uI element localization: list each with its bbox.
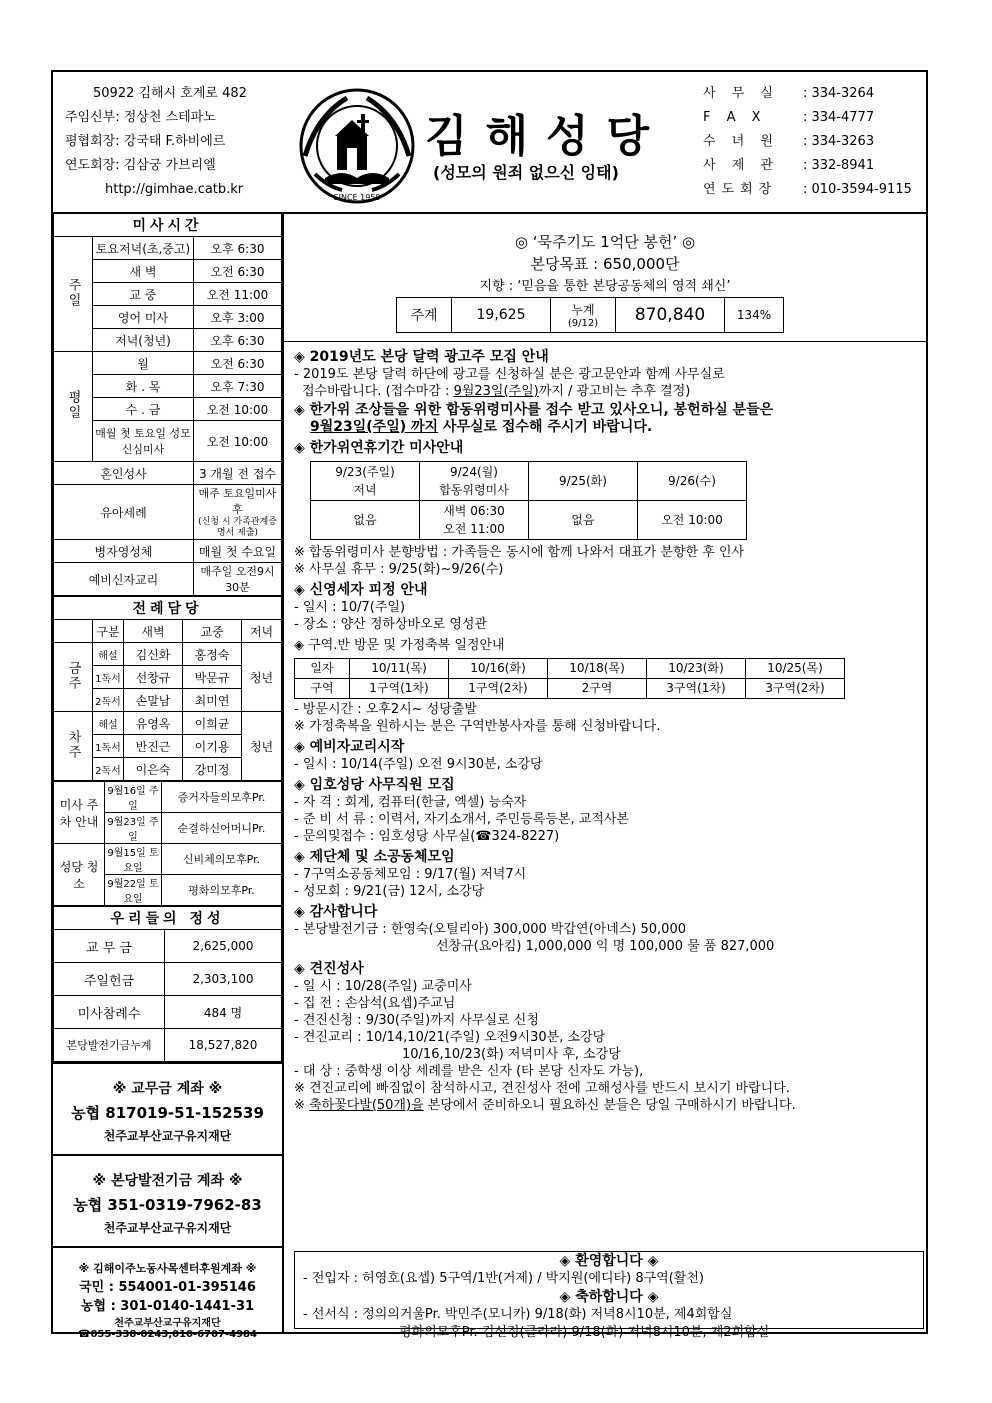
left-column — [53, 213, 284, 1340]
offering-value: 18,527,820 — [165, 1029, 282, 1062]
role: 해설 — [93, 643, 124, 666]
account-title: ※ 교무금 계좌 ※ — [112, 1081, 223, 1097]
header-info — [65, 82, 247, 202]
duty-group: 평화의모후Pr. — [162, 875, 282, 906]
holiday-note: ※ 사무실 휴무 : 9/25(화)~9/26(수) — [294, 562, 504, 577]
retreat-line: - 장소 : 양산 정하상바오로 영성관 — [294, 617, 487, 632]
holiday-note: ※ 합동위령미사 분향방법 : 가족들은 동시에 함께 나와서 대표가 분향한 후 인사 — [294, 545, 745, 560]
chuseok-notice: ◈ 한가위 조상들을 위한 합동위령미사를 접수 받고 있사오니, 봉헌하실 분들은 — [294, 402, 774, 418]
mass-name: 영어 미사 — [93, 306, 194, 329]
ad-line: 접수바랍니다. (접수마감 : 9월23일(주일)까지 / 광고비는 추후 결정) — [302, 384, 691, 399]
holiday-day: 9/26(수) — [638, 462, 747, 501]
confirmation-line: - 집 전 : 손삼석(요셉)주교님 — [294, 996, 456, 1011]
job-line: - 준 비 서 류 : 이력서, 자기소개서, 주민등록등본, 교적사본 — [294, 812, 629, 827]
chuseok-notice: 9월23일(주일) 까지 사무실로 접수해 주시기 바랍니다. — [310, 419, 653, 435]
col-header: 구분 — [93, 620, 124, 643]
confirmation-line: - 일 시 : 10/28(주일) 교중미사 — [294, 979, 472, 994]
right-column — [284, 213, 926, 1340]
header — [53, 72, 926, 214]
duty-date: 9월23일 주일 — [105, 813, 162, 844]
confirmation-line: - 견진교리 : 10/14,10/21(주일) 오전9시30분, 소강당 — [294, 1030, 606, 1045]
mass-times-heading: 미사시간 — [54, 214, 282, 237]
role: 해설 — [93, 712, 124, 735]
groups-line: - 7구역소공동체모임 : 9/17(월) 저녁7시 — [294, 867, 527, 882]
worker-center-box — [53, 1246, 282, 1346]
welcome-title: ◈ 환영합니다 ◈ — [559, 1253, 659, 1269]
visit-cell: 1구역(2차) — [449, 679, 548, 699]
parish-title: 김해성당 — [425, 111, 668, 162]
main-reader: 이희균 — [183, 712, 242, 735]
job-line: - 자 격 : 회계, 컴퓨터(한글, 엑셀) 능숙자 — [294, 795, 527, 810]
duty-date: 9월15일 토요일 — [105, 844, 162, 875]
retreat-line: - 일시 : 10/7(주일) — [294, 600, 406, 615]
dawn-reader: 선창규 — [124, 666, 183, 689]
week-label: 주계 — [397, 298, 452, 333]
worker-center-title: ※ 김해이주노동사목센터후원계좌 ※ — [78, 1262, 257, 1275]
mass-name: 저녁(청년) — [93, 329, 194, 352]
col-header: 새벽 — [124, 620, 183, 643]
weekday-label: 평일 — [54, 352, 93, 462]
next-week-label: 차주 — [54, 712, 93, 781]
contact-office: 사 무 실 : 334-3264 — [703, 86, 875, 101]
notices — [294, 349, 845, 1114]
role: 2독서 — [93, 689, 124, 712]
main-reader: 박문규 — [183, 666, 242, 689]
council-president: 평협회장: 강국태 F.하비에르 — [65, 134, 226, 149]
visit-title: ◈ 구역.반 방문 및 가정축복 일정안내 — [294, 638, 505, 653]
confirmation-line: 10/16,10/23(화) 저녁미사 후, 소강당 — [402, 1047, 621, 1062]
contact-fax: F A X : 334-4777 — [703, 110, 875, 125]
offering-value: 484 명 — [165, 996, 282, 1029]
baptism-note: (신청 시 가족관계증명서 제출) — [198, 517, 277, 538]
mass-name: 새 벽 — [93, 260, 194, 283]
retreat-title: ◈ 신영세자 피정 안내 — [294, 582, 428, 598]
dawn-reader: 김신화 — [124, 643, 183, 666]
visit-table — [294, 658, 845, 699]
duty-group: 순결하신어머니Pr. — [162, 813, 282, 844]
offerings-heading: 우리들의 정성 — [54, 907, 282, 930]
mass-time: 오전 10:00 — [194, 421, 282, 462]
holiday-table — [310, 461, 747, 540]
cleaning-label: 성당 청소 — [54, 844, 105, 906]
visit-head: 10/18(목) — [548, 659, 647, 679]
welcome-box — [294, 1251, 924, 1340]
holiday-mass: 없음 — [311, 501, 420, 540]
parish-seal-logo — [297, 86, 417, 206]
groups-title: ◈ 제단체 및 소공동체모임 — [294, 849, 455, 865]
visit-cell: 3구역(2차) — [746, 679, 845, 699]
job-line: - 문의및접수 : 임호성당 사무실(☎324-8227) — [294, 829, 560, 844]
mass-name: 교 중 — [93, 283, 194, 306]
holiday-title: ◈ 한가위연휴기간 미사안내 — [294, 440, 464, 456]
catechism-title: ◈ 예비자교리시작 — [294, 739, 405, 755]
rosary-title: ◎ ‘묵주기도 1억단 봉헌’ ◎ — [514, 233, 696, 251]
contact-yeondo: 연도회장 : 010-3594-9115 — [703, 182, 912, 197]
mass-name: 월 — [93, 352, 194, 375]
role: 1독서 — [93, 735, 124, 758]
dawn-reader: 반진근 — [124, 735, 183, 758]
sacrament-name: 유아세례 — [54, 485, 194, 540]
worker-center-phone: ☎055-338-0243,010-6707-4984 — [78, 1329, 257, 1340]
confirmation-line: - 대 상 : 중학생 이상 세례를 받은 신자 (타 본당 신자도 가능), — [294, 1064, 644, 1079]
week-value: 19,625 — [452, 298, 551, 333]
seal-since-text: SINCE 1959 — [333, 193, 381, 202]
sacrament-value: 매주일 오전9시30분 — [194, 563, 282, 596]
confirmation-title: ◈ 견진성사 — [294, 961, 364, 977]
address: 50922 김해시 호계로 482 — [93, 86, 247, 101]
duty-group: 신비체의모후Pr. — [162, 844, 282, 875]
contact-rectory: 사 제 관 : 332-8941 — [703, 158, 875, 173]
thanks-line: - 본당발전기금 : 한영숙(오틸리아) 300,000 박갑연(아네스) 50,000 — [294, 922, 686, 937]
visit-head: 10/23(화) — [647, 659, 746, 679]
total-label: 누계 (9/12) — [551, 298, 616, 333]
dawn-reader: 유영옥 — [124, 712, 183, 735]
sacrament-value: 매월 첫 수요일 — [194, 540, 282, 563]
offering-value: 2,625,000 — [165, 930, 282, 963]
offering-name: 교 무 금 — [54, 930, 165, 963]
worker-center-account-2: 농협 : 301-0140-1441-31 — [80, 1299, 255, 1314]
holiday-day: 9/23(주일) 저녁 — [311, 462, 420, 501]
liturgy-table — [53, 596, 282, 781]
evening-reader: 청년 — [242, 643, 282, 712]
website-url[interactable]: http://gimhae.catb.kr — [105, 182, 244, 197]
congrats-line: - 선서식 : 정의의거울Pr. 박민주(모니카) 9/18(화) 저녁8시10분, 제4회합실 — [303, 1307, 733, 1322]
mass-name: 수 . 금 — [93, 398, 194, 421]
confirmation-note: ※ 축하꽃다발(50개)을 본당에서 준비하오니 필요하신 분들은 당일 구매하시기 바랍니다. — [294, 1098, 796, 1113]
account-owner: 천주교부산교구유지재단 — [103, 1221, 232, 1235]
account-title: ※ 본당발전기금 계좌 ※ — [92, 1173, 243, 1189]
duty-date: 9월22일 토요일 — [105, 875, 162, 906]
mass-name: 매월 첫 토요일 성모신심미사 — [93, 421, 194, 462]
sacrament-name: 혼인성사 — [54, 462, 194, 485]
visit-head: 10/25(목) — [746, 659, 845, 679]
rosary-percent: 134% — [725, 298, 784, 333]
sacrament-name: 병자영성체 — [54, 540, 194, 563]
duty-table — [53, 781, 282, 906]
duty-group: 증거자들의모후Pr. — [162, 782, 282, 813]
visit-cell: 3구역(1차) — [647, 679, 746, 699]
visit-head: 10/16(화) — [449, 659, 548, 679]
confirmation-line: - 견진신청 : 9/30(주일)까지 사무실로 신청 — [294, 1013, 539, 1028]
col-header: 교중 — [183, 620, 242, 643]
total-value: 870,840 — [616, 298, 725, 333]
mass-time: 오후 6:30 — [194, 329, 282, 352]
visit-note: ※ 가정축복을 원하시는 분은 구역반봉사자를 통해 신청바랍니다. — [294, 719, 661, 734]
main-reader: 이기용 — [183, 735, 242, 758]
ad-title: ◈ 2019년도 본당 달력 광고주 모집 안내 — [294, 349, 549, 365]
thanks-title: ◈ 감사합니다 — [294, 904, 378, 920]
contact-list — [703, 82, 912, 202]
visit-cell: 1구역(1차) — [350, 679, 449, 699]
development-account-box — [53, 1154, 282, 1246]
visit-cell: 구역 — [295, 679, 350, 699]
ad-line: - 2019도 본당 달력 하단에 광고를 신청하실 분은 광고문안과 함께 사무실로 — [294, 367, 725, 382]
offering-value: 2,303,100 — [165, 963, 282, 996]
parish-subtitle: (성모의 원죄 없으신 잉태) — [433, 163, 619, 182]
mass-name: 화 . 목 — [93, 375, 194, 398]
offering-name: 주일헌금 — [54, 963, 165, 996]
congrats-line: 평화의모후Pr. 김선정(클라라) 9/18(화) 저녁8시10분, 제2회합실 — [399, 1325, 770, 1340]
main-reader: 강미정 — [183, 758, 242, 781]
mass-time: 오전 6:30 — [194, 260, 282, 283]
mass-times-table — [53, 213, 282, 596]
job-title: ◈ 임호성당 사무직원 모집 — [294, 777, 455, 793]
sacrament-name: 예비신자교리 — [54, 563, 194, 596]
worker-center-account-1: 국민 : 554001-01-395146 — [79, 1280, 256, 1295]
account-owner: 천주교부산교구유지재단 — [103, 1129, 232, 1143]
visit-cell: 2구역 — [548, 679, 647, 699]
holiday-day: 9/24(월) 합동위령미사 — [420, 462, 529, 501]
congrats-title: ◈ 축하합니다 ◈ — [559, 1289, 659, 1305]
groups-line: - 성모회 : 9/21(금) 12시, 소강당 — [294, 884, 485, 899]
tithe-account-box — [53, 1062, 282, 1154]
confirmation-note: ※ 견진교리에 빠짐없이 참석하시고, 견진성사 전에 고해성사를 반드시 보시기 바랍니다. — [294, 1081, 790, 1096]
main-reader: 최미연 — [183, 689, 242, 712]
holiday-mass: 새벽 06:30 오전 11:00 — [420, 501, 529, 540]
thanks-line: 선창규(요아킴) 1,000,000 익 명 100,000 물 품 827,000 — [436, 939, 775, 954]
account-number: 농협 351-0319-7962-83 — [73, 1196, 262, 1214]
yeondo-president: 연도회장: 김삼궁 가브리엘 — [65, 158, 216, 173]
contact-convent: 수 녀 원 : 334-3263 — [703, 134, 875, 149]
divider — [284, 341, 926, 342]
mass-time: 오후 3:00 — [194, 306, 282, 329]
dawn-reader: 이은숙 — [124, 758, 183, 781]
role: 2독서 — [93, 758, 124, 781]
mass-time: 오후 6:30 — [194, 237, 282, 260]
worker-center-owner: 천주교부산교구유지재단 — [114, 1318, 221, 1329]
offering-name: 본당발전기금누계 — [54, 1029, 165, 1062]
catechism-line: - 일시 : 10/14(주일) 오전 9시30분, 소강당 — [294, 757, 543, 772]
duty-date: 9월16일 주일 — [105, 782, 162, 813]
role: 1독서 — [93, 666, 124, 689]
offerings-table — [53, 906, 282, 1062]
rosary-intention: 지향 : ‘믿음을 통한 본당공동체의 영적 쇄신’ — [479, 279, 731, 294]
rosary-table — [396, 297, 784, 333]
mass-name: 토요저녁(초,중고) — [93, 237, 194, 260]
rosary-goal: 본당목표 : 650,000단 — [530, 255, 680, 273]
account-number: 농협 817019-51-152539 — [71, 1104, 264, 1122]
welcome-line: - 전입자 : 허영호(요셉) 5구역/1반(거제) / 박지원(에디타) 8구역(활천) — [303, 1271, 704, 1286]
liturgy-heading: 전례담당 — [54, 597, 282, 620]
evening-reader: 청년 — [242, 712, 282, 781]
main-reader: 홍정숙 — [183, 643, 242, 666]
reception-label: 미사 주차 안내 — [54, 782, 105, 844]
holiday-mass: 없음 — [529, 501, 638, 540]
sunday-label: 주일 — [54, 237, 93, 352]
sacrament-value: 3 개월 전 접수 — [194, 462, 282, 485]
mass-time: 오후 7:30 — [194, 375, 282, 398]
visit-head: 일자 — [295, 659, 350, 679]
offering-name: 미사참례수 — [54, 996, 165, 1029]
pastor: 주임신부: 정상천 스테파노 — [65, 110, 216, 125]
mass-time: 오전 11:00 — [194, 283, 282, 306]
mass-time: 오전 6:30 — [194, 352, 282, 375]
mass-time: 오전 10:00 — [194, 398, 282, 421]
holiday-day: 9/25(화) — [529, 462, 638, 501]
sacrament-value: 매주 토요일미사 후 (신청 시 가족관계증명서 제출) — [194, 485, 282, 540]
col-header: 저녁 — [242, 620, 282, 643]
holiday-mass: 오전 10:00 — [638, 501, 747, 540]
bulletin-frame — [51, 70, 928, 1340]
visit-head: 10/11(목) — [350, 659, 449, 679]
dawn-reader: 손말남 — [124, 689, 183, 712]
this-week-label: 금주 — [54, 643, 93, 712]
visit-note: - 방문시간 : 오후2시~ 성당출발 — [294, 702, 477, 717]
